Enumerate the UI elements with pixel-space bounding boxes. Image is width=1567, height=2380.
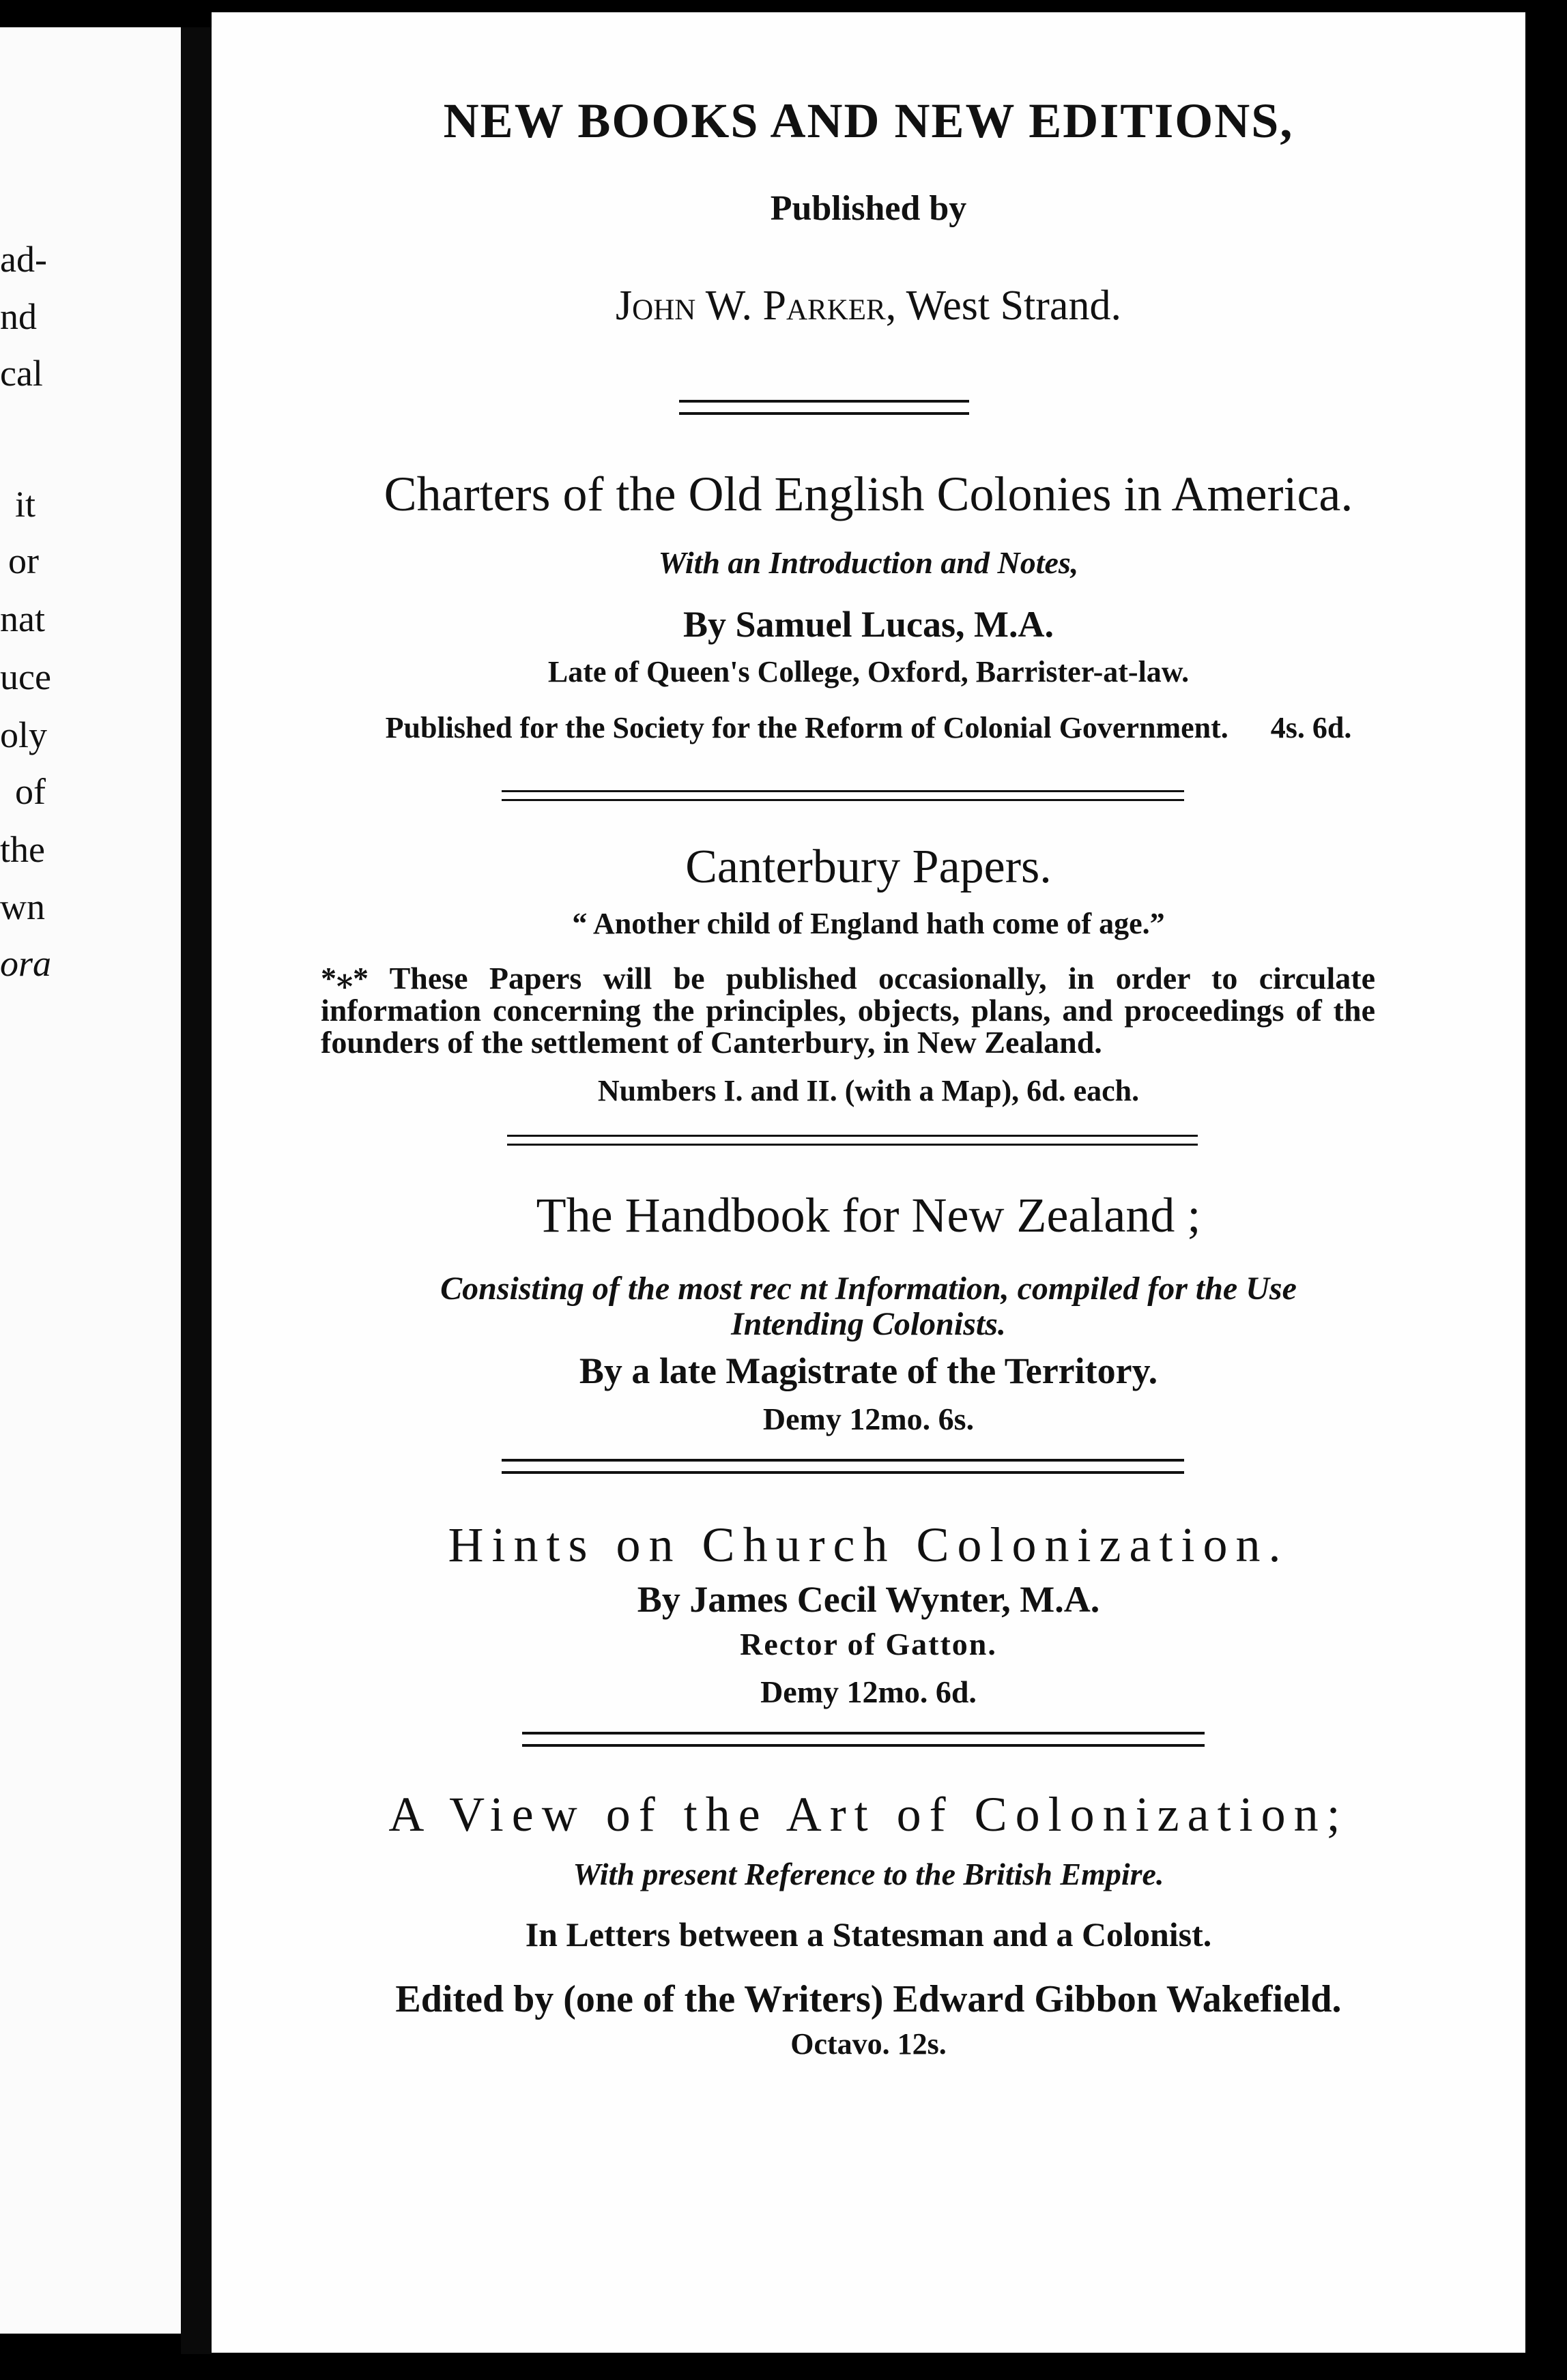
publisher-line: [212, 282, 1525, 330]
left-fragment: ora: [0, 943, 52, 984]
book-4-author: By James Cecil Wynter, M.A.: [637, 1579, 1100, 1620]
book-3-format-price: Demy 12mo. 6s.: [762, 1402, 975, 1436]
left-fragment: nat: [0, 598, 45, 639]
book-4-format-price: Demy 12mo. 6d.: [760, 1674, 977, 1709]
book-2-description: These Papers will be published occasionally, in order to circulate information concerning the principles, objects, plans, and proceedings of the founders of the settlement of Canterbury, in New Zealand.: [321, 961, 1375, 1060]
book-5-format-price: Octavo. 12s.: [790, 2027, 947, 2061]
book-2-motto: “ Another child of England hath come of age.”: [572, 907, 1165, 940]
left-fragment: or: [8, 540, 39, 581]
left-fragment: of: [15, 771, 46, 812]
book-4-title: Hints on Church Colonization.: [448, 1518, 1289, 1572]
page-title: NEW BOOKS AND NEW EDITIONS,: [443, 93, 1294, 148]
book-3-title: The Handbook for New Zealand ;: [536, 1188, 1201, 1243]
left-fragment: cal: [0, 353, 43, 394]
left-fragment: nd: [0, 296, 37, 337]
book-1-author: By Samuel Lucas, M.A.: [682, 604, 1054, 645]
publisher-name: John W. Parker,: [616, 282, 897, 329]
book-3-subtitle-line-1: Consisting of the most rec nt Information, compiled for the Use: [440, 1271, 1297, 1307]
book-5-note: In Letters between a Statesman and a Colonist.: [525, 1915, 1212, 1954]
book-2-rule: [507, 1135, 1198, 1146]
book-1-subtitle: With an Introduction and Notes,: [658, 545, 1079, 580]
book-3-rule: [502, 1459, 1184, 1474]
book-3-author: By a late Magistrate of the Territory.: [579, 1350, 1158, 1391]
book-5-editor: Edited by (one of the Writers) Edward Gibbon Wakefield.: [395, 1978, 1342, 2020]
book-2-description-block: [321, 962, 1375, 1058]
published-by-label: Published by: [770, 189, 967, 228]
asterism-icon: *⁎*: [321, 961, 369, 996]
book-1-title: Charters of the Old English Colonies in America.: [384, 467, 1353, 521]
book-5-subtitle: With present Reference to the British Empire.: [573, 1857, 1164, 1891]
left-page-text-fragments: [0, 27, 205, 2334]
left-fragment: the: [0, 829, 45, 870]
book-1-rule: [502, 790, 1184, 801]
book-1-publisher-line: [212, 710, 1525, 745]
book-1-author-note: Late of Queen's College, Oxford, Barrister-at-law.: [547, 655, 1190, 688]
left-fragment: wn: [0, 886, 45, 927]
book-5-title: A View of the Art of Colonization;: [388, 1787, 1349, 1842]
book-1-publisher-note: Published for the Society for the Reform of Colonial Government.: [385, 711, 1228, 744]
publisher-address: West Strand.: [906, 282, 1121, 329]
left-fragment: uce: [0, 656, 51, 697]
book-2-title: Canterbury Papers.: [685, 841, 1052, 893]
header-rule: [679, 400, 969, 415]
left-fragment: oly: [0, 714, 48, 755]
left-page-fragment: [0, 27, 205, 2334]
book-gutter: [181, 27, 212, 2354]
book-4-rule: [522, 1732, 1205, 1747]
left-fragment: ad-: [0, 239, 47, 280]
right-page: [212, 12, 1525, 2353]
book-1-price: 4s. 6d.: [1270, 711, 1352, 744]
book-3-subtitle-line-2: Intending Colonists.: [731, 1306, 1006, 1342]
book-2-price-line: Numbers I. and II. (with a Map), 6d. each.: [597, 1074, 1140, 1107]
left-fragment: it: [15, 484, 36, 525]
book-4-author-note: Rector of Gatton.: [740, 1627, 997, 1661]
